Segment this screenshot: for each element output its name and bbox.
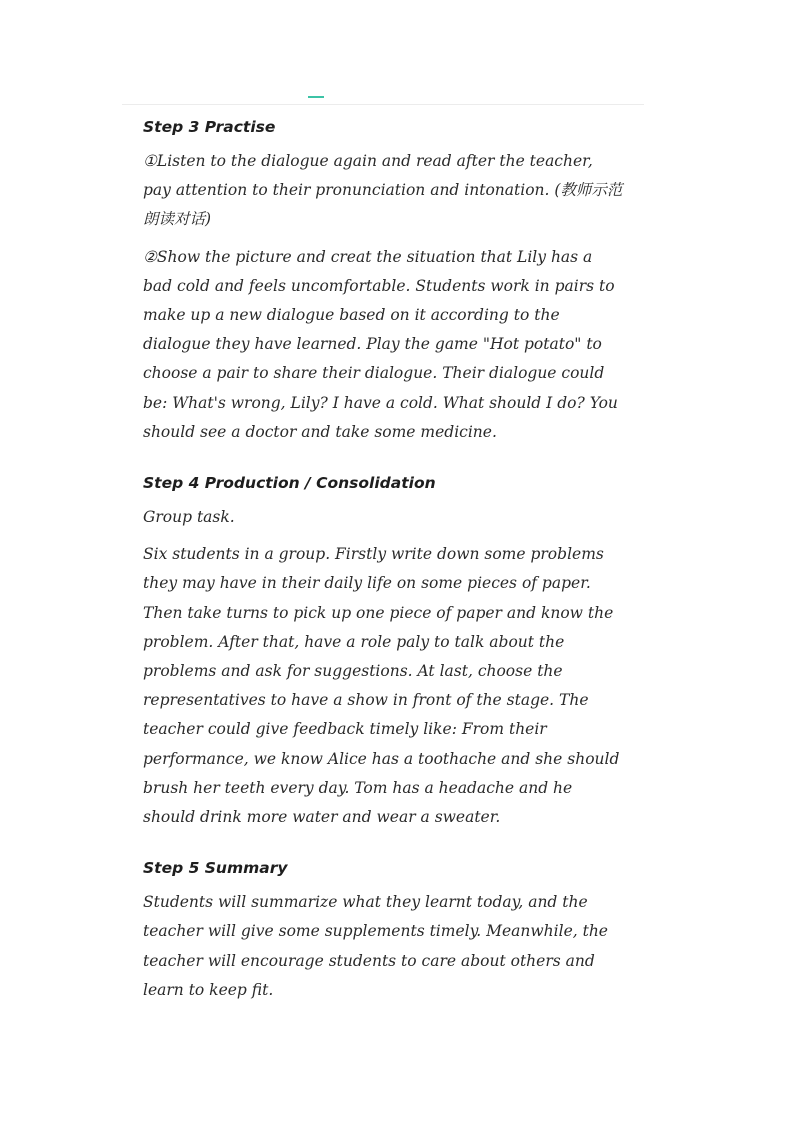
paragraph: Six students in a group. Firstly write down some problems they may have in their daily life on some pieces of paper. Then take turns to pick up one piece of paper and know the problem. After that, have a role paly to talk about the problems and ask for suggestions. At last, choose the representatives to have a show in front of the stage. The teacher could give feedback timely like: From their performance, we know Alice has a toothache and she should brush her teeth every day. Tom has a headache and he should drink more water and wear a sweater. — [143, 545, 620, 827]
section-heading: Step 3 Practise — [143, 118, 276, 136]
paragraph: ①Listen to the dialogue again and read after the teacher, pay attention to their pronunciation and intonation. (教师示范朗读对话) — [143, 152, 623, 229]
section-heading: Step 5 Summary — [143, 859, 288, 878]
section-step-4 — [143, 469, 623, 832]
top-accent-mark — [308, 96, 324, 98]
document-body — [143, 113, 623, 1005]
section-step-5 — [143, 854, 623, 1005]
section-heading: Step 4 Production / Consolidation — [143, 474, 436, 493]
paragraph: ②Show the picture and creat the situation that Lily has a bad cold and feels uncomfortable. Students work in pairs to make up a new dialogue based on it according to the dialogue they have learned. Play the game "Hot potato" to choose a pair to share their dialogue. Their dialogue could be: What's wrong, Lily? I have a cold. What should I do? You should see a doctor and take some medicine. — [143, 247, 618, 441]
top-divider — [122, 104, 644, 105]
paragraph: Students will summarize what they learnt today, and the teacher will give some supplements timely. Meanwhile, the teacher will encourage students to care about others and learn to keep fit. — [143, 893, 608, 999]
section-step-3 — [143, 113, 623, 447]
paragraph: Group task. — [143, 508, 235, 527]
